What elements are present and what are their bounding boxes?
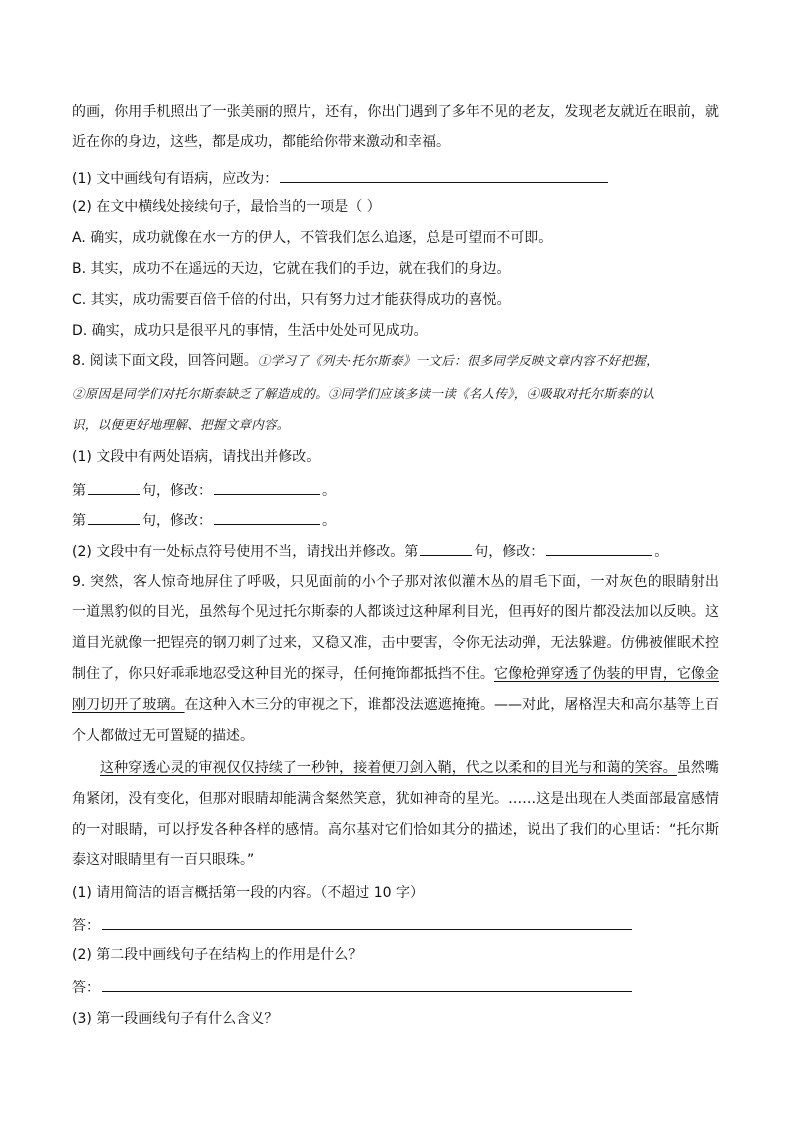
q8-passage-line-2: ②原因是同学们对托尔斯泰缺乏了解造成的。③同学们应该多读一读《名人传》，④吸取对托尔斯泰的认	[72, 386, 655, 401]
q9-sub3: (3) 第一段画线句子有什么含义？	[72, 1011, 279, 1027]
q7-text-line-2: 近在你的身边，这些，都是成功，都能给你带来激动和幸福。	[72, 134, 450, 150]
q9-p1-line-4	[72, 665, 719, 683]
q8-answer-row-2	[72, 510, 336, 530]
q8-sub2-text: (2) 文段中有一处标点符号使用不当，请找出并修改。第	[72, 544, 419, 560]
q8-intro: 8. 阅读下面文段，回答问题。	[72, 353, 258, 369]
q8-row2-ju: 句，修改：	[142, 513, 212, 529]
q8-sub2-fix-blank[interactable]	[546, 541, 652, 556]
q8-sub2-ju: 句，修改：	[474, 544, 545, 560]
q9-sub2-answer	[72, 977, 634, 997]
q9-sub1-answer-blank[interactable]	[102, 915, 632, 930]
q8-row1-sentence-blank[interactable]	[88, 480, 140, 495]
q8-sub2-end: 。	[654, 544, 669, 560]
q8-passage-line-3: 识，以便更好地理解、把握文章内容。	[72, 417, 290, 432]
q8-sub2-sentence-blank[interactable]	[420, 541, 472, 556]
q9-sub1-answer-label: 答：	[72, 918, 100, 934]
q7-sub2: (2) 在文中横线处接续句子，最恰当的一项是（ ）	[72, 199, 381, 215]
q8-row1-end: 。	[322, 483, 336, 499]
q7-option-a: A. 确实，成功就像在水一方的伊人，不管我们怎么追逐，总是可望而不可即。	[72, 230, 553, 246]
q9-p1-underlined-part-2: 刚刀切开了玻璃。	[72, 697, 185, 713]
q8-row1-fix-blank[interactable]	[214, 480, 320, 495]
q9-p2-line-1	[100, 759, 719, 777]
q8-row2-sentence-blank[interactable]	[88, 510, 140, 525]
q8-sub2	[72, 541, 668, 561]
q7-option-b: B. 其实，成功不在遥远的天边，它就在我们的手边，就在我们的身边。	[72, 261, 511, 277]
q9-p2-line-3: 的一对眼睛，可以抒发各种各样的感情。高尔基对它们恰如其分的描述，说出了我们的心里话：“托尔斯	[72, 822, 719, 838]
q9-sub1: (1) 请用简洁的语言概括第一段的内容。（不超过 10 字）	[72, 885, 424, 901]
q9-sub2-answer-label: 答：	[72, 980, 100, 996]
q8-passage-line-1: ①学习了《列夫·托尔斯泰》一文后：很多同学反映文章内容不好把握，	[257, 353, 659, 368]
q8-row2-fix-blank[interactable]	[214, 510, 320, 525]
q8-line-1	[72, 352, 659, 370]
q8-row2-di: 第	[72, 513, 86, 529]
q8-sub1: (1) 文段中有两处语病，请找出并修改。	[72, 449, 321, 465]
q9-p2-line-2: 角紧闭，没有变化，但那对眼睛却能满含粲然笑意，犹如神奇的星光。……这是出现在人类面部最富感情	[72, 791, 719, 807]
q9-sub1-answer	[72, 915, 634, 935]
q9-p2-line-4: 泰这对眼睛里有一百只眼珠。”	[72, 852, 255, 868]
q7-option-c: C. 其实，成功需要百倍千倍的付出，只有努力过才能获得成功的喜悦。	[72, 292, 511, 308]
q9-p1-underlined-part-1: 它像枪弹穿透了伪装的甲胄，它像金	[494, 666, 719, 682]
q9-sub2-answer-blank[interactable]	[102, 977, 632, 992]
q9-p2-line-1-text: 虽然嘴	[676, 760, 719, 776]
q8-answer-row-1	[72, 480, 336, 500]
q9-p1-line-5-text: 在这种入木三分的审视之下，谁都没法遮遮掩掩。——对此，屠格涅夫和高尔基等上百	[184, 697, 719, 713]
q7-sub1	[72, 168, 610, 188]
q8-row1-di: 第	[72, 483, 86, 499]
q7-option-d: D. 确实，成功只是很平凡的事情，生活中处处可见成功。	[72, 323, 428, 339]
q7-sub1-answer-blank[interactable]	[280, 168, 608, 183]
q7-sub1-text: (1) 文中画线句有语病，应改为：	[72, 171, 279, 187]
q9-p2-underlined-sentence: 这种穿透心灵的审视仅仅持续了一秒钟，接着便刀剑入鞘，代之以柔和的目光与和蔼的笑容。	[100, 760, 677, 776]
q8-row1-ju: 句，修改：	[142, 483, 212, 499]
q9-p1-line-3: 道目光就像一把锃亮的钢刀刺了过来，又稳又准，击中要害，令你无法动弹，无法躲避。仿佛被催眠术控	[72, 635, 719, 651]
q9-p1-line-4-text: 制住了，你只好乖乖地忍受这种目光的探寻，任何掩饰都抵挡不住。	[72, 666, 494, 682]
q9-p1-line-5	[72, 696, 719, 714]
q7-text-line-1: 的画，你用手机照出了一张美丽的照片，还有，你出门遇到了多年不见的老友，发现老友就近在眼前，就	[72, 104, 719, 120]
q8-row2-end: 。	[322, 513, 336, 529]
q9-p1-line-1: 9. 突然，客人惊奇地屏住了呼吸，只见面前的小个子那对浓似灌木丛的眉毛下面，一对灰色的眼睛射出	[72, 574, 719, 590]
q9-p1-line-2: 一道黑豹似的目光，虽然每个见过托尔斯泰的人都谈过这种犀利目光，但再好的图片都没法加以反映。这	[72, 604, 719, 620]
q9-p1-line-6: 个人都做过无可置疑的描述。	[72, 728, 254, 744]
q9-sub2: (2) 第二段中画线句子在结构上的作用是什么？	[72, 947, 363, 963]
